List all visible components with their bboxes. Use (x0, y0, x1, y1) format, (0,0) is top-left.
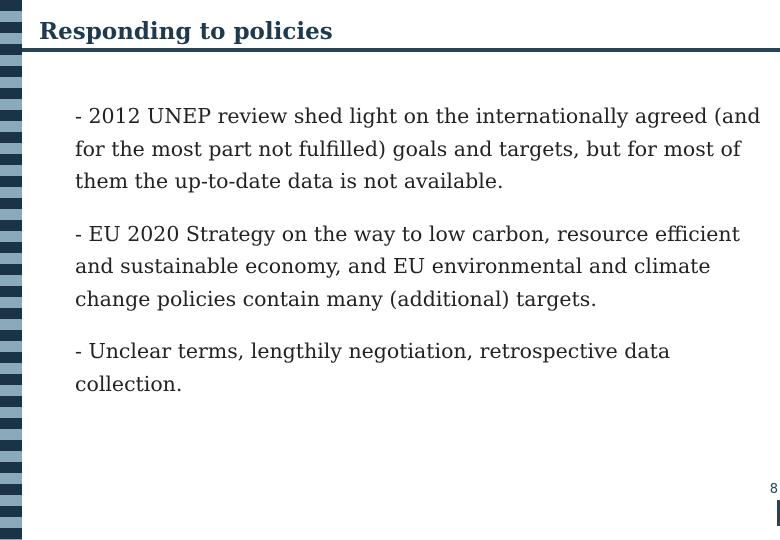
page-number: 8 (769, 482, 778, 497)
bullet-paragraph: - 2012 UNEP review shed light on the internationally agreed (and for the most part not fulfilled) goals and targets, but for most of them the up-to-date data is not available. (75, 104, 761, 193)
decorative-stripe-bar (0, 0, 22, 540)
slide-title: Responding to policies (39, 18, 333, 45)
slide-body (75, 100, 775, 420)
title-divider (22, 48, 780, 52)
bullet-paragraph: - Unclear terms, lengthily negotiation, retrospective data collection. (75, 339, 671, 396)
bullet-paragraph: - EU 2020 Strategy on the way to low carbon, resource efficient and sustainable economy, and EU environmental and climate change policies contain many (additional) targets. (75, 221, 740, 311)
